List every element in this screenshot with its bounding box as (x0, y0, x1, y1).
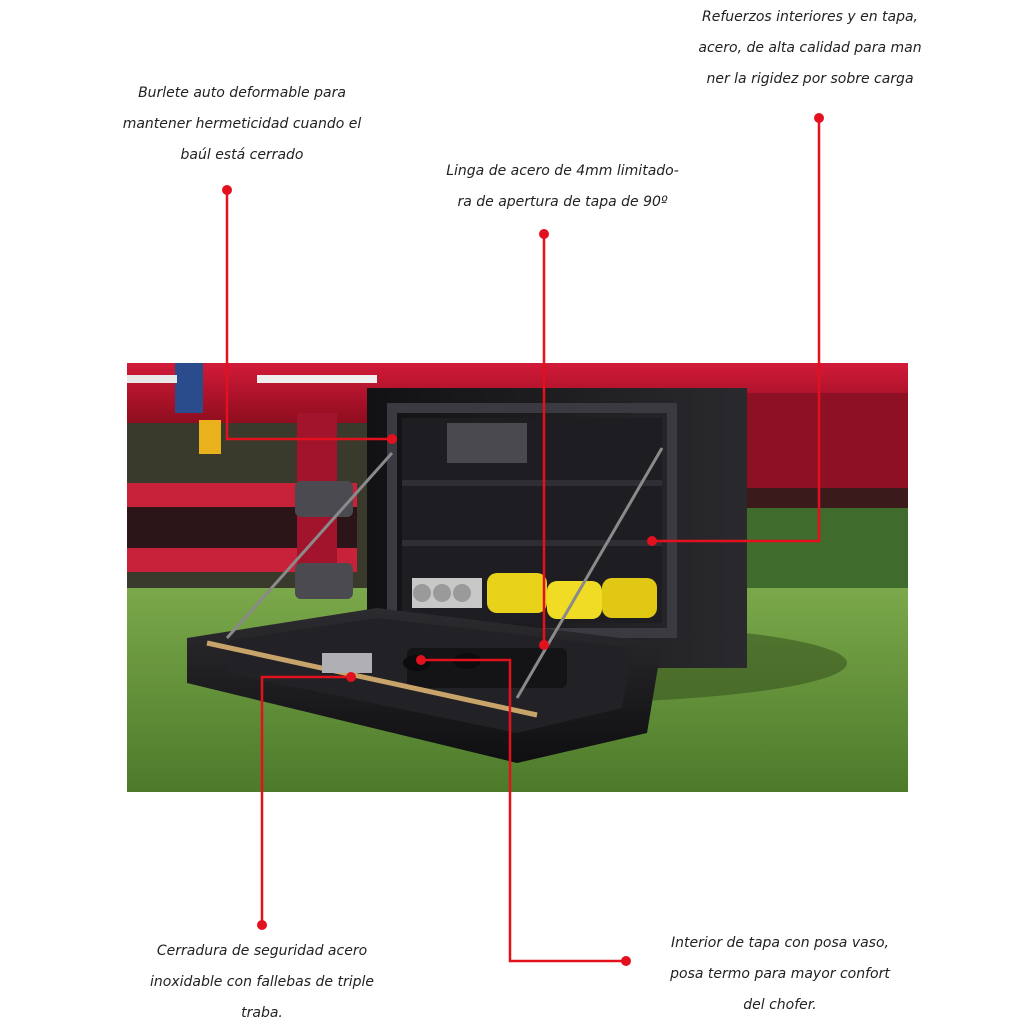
callout-refuerzos-line-1: Refuerzos interiores y en tapa, (701, 9, 918, 25)
trailer-right-panel (747, 393, 908, 488)
clamp-2 (295, 563, 353, 599)
interior-panel (447, 423, 527, 463)
trailer-underbeam (747, 488, 908, 508)
callout-refuerzos-clip (0, 0, 932, 100)
callout-cerradura-line-1: Cerradura de seguridad acero (156, 943, 368, 959)
dot-linga-top (539, 229, 549, 239)
callout-burlete-line-2: mantener hermeticidad cuando el (122, 116, 362, 132)
toolbox-photo (127, 363, 908, 792)
dot-burlete-top (222, 185, 232, 195)
clamp-1 (295, 481, 353, 517)
white-strip (127, 375, 177, 383)
dot-cerradura-bottom (257, 920, 267, 930)
callout-linga (415, 156, 710, 218)
yellow-strap-1 (487, 573, 547, 613)
dot-refuerzos-top (814, 113, 824, 123)
callout-cerradura (112, 936, 412, 1029)
callout-refuerzos-line-2: acero, de alta calidad para man (698, 40, 922, 56)
callout-burlete-line-3: baúl está cerrado (180, 147, 304, 163)
white-strip-2 (257, 375, 377, 383)
lock (322, 653, 372, 673)
callout-interior-line-1: Interior de tapa con posa vaso, (671, 935, 889, 951)
callout-burlete-line-1: Burlete auto deformable para (138, 85, 346, 101)
callout-interior-line-3: del chofer. (743, 997, 817, 1013)
yellow-strap-3 (602, 578, 657, 618)
callout-interior (630, 928, 930, 1021)
callout-refuerzos (650, 2, 932, 95)
callout-cerradura-line-3: traba. (241, 1005, 283, 1021)
callout-refuerzos-line-3: ner la rigidez por sobre carga (706, 71, 914, 87)
callout-cerradura-line-2: inoxidable con fallebas de triple (150, 974, 374, 990)
cup-holder-2 (453, 653, 481, 669)
blue-fitting (175, 363, 203, 413)
cup-holder-1 (403, 655, 431, 671)
callout-interior-line-2: posa termo para mayor confort (670, 966, 890, 982)
callout-linga-line-2: ra de apertura de tapa de 90º (457, 194, 668, 210)
side-light (199, 420, 221, 454)
callout-linga-line-1: Linga de acero de 4mm limitado- (446, 163, 679, 179)
